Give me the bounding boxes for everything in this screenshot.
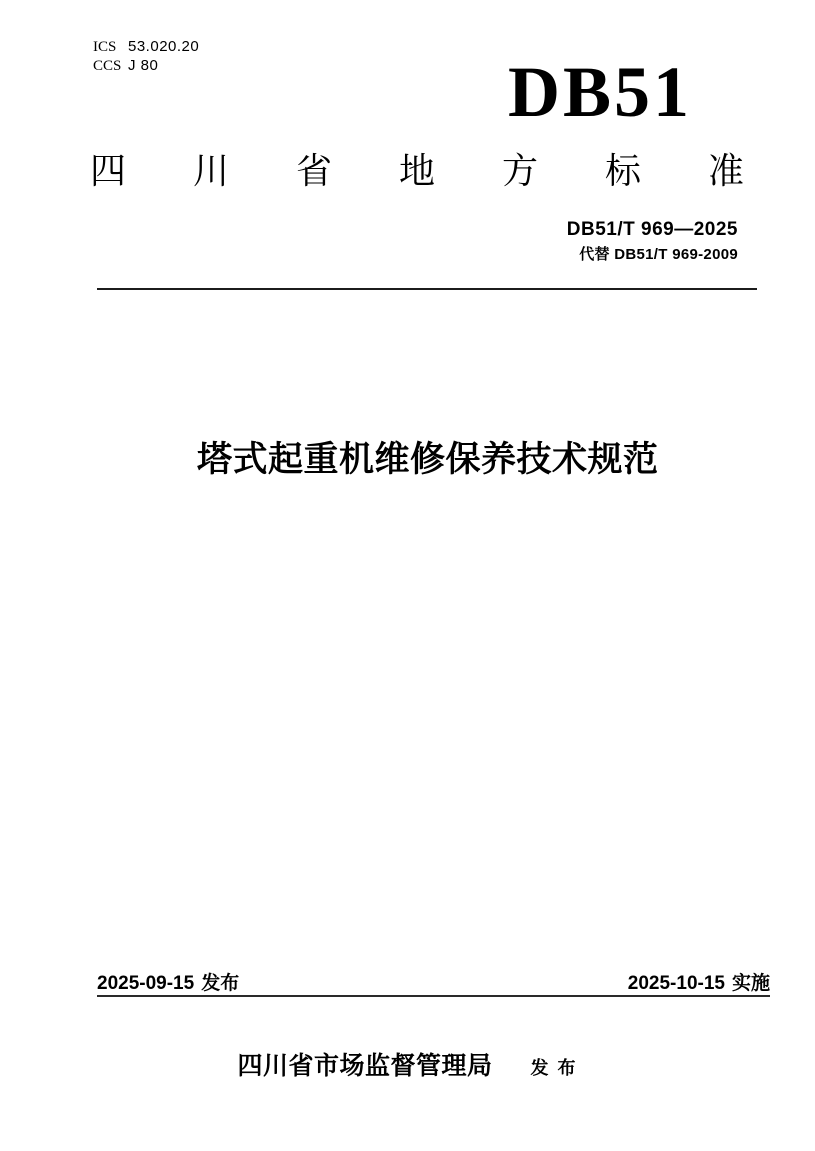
classification-codes <box>93 37 199 75</box>
document-title: 塔式起重机维修保养技术规范 <box>197 440 659 479</box>
ccs-value: J 80 <box>128 57 159 74</box>
ics-code-row <box>93 37 199 56</box>
ccs-label: CCS <box>93 58 122 74</box>
standard-type-heading: 四川省地方标准 <box>90 150 812 191</box>
bottom-divider <box>97 995 770 997</box>
db51-logo: DB51 <box>507 52 692 132</box>
ics-value: 53.020.20 <box>128 38 200 55</box>
top-divider <box>97 288 757 290</box>
issue-date-value: 2025-09-15 <box>97 973 195 994</box>
publisher-row <box>20 1046 795 1082</box>
implement-date-label: 实施 <box>731 973 770 994</box>
ccs-code-row <box>93 56 199 75</box>
implement-date <box>628 968 770 995</box>
implement-date-value: 2025-10-15 <box>627 973 725 994</box>
publish-label: 发 布 <box>530 1058 578 1078</box>
dates-row <box>97 968 770 995</box>
publisher-name: 四川省市场监督管理局 <box>237 1052 493 1080</box>
issue-date <box>97 968 239 995</box>
ics-label: ICS <box>93 39 117 55</box>
standard-number: DB51/T 969—2025 <box>566 219 738 240</box>
replaces-note: 代替 DB51/T 969-2009 <box>579 246 738 263</box>
standard-number-block <box>567 219 738 264</box>
issue-date-label: 发布 <box>201 973 240 994</box>
